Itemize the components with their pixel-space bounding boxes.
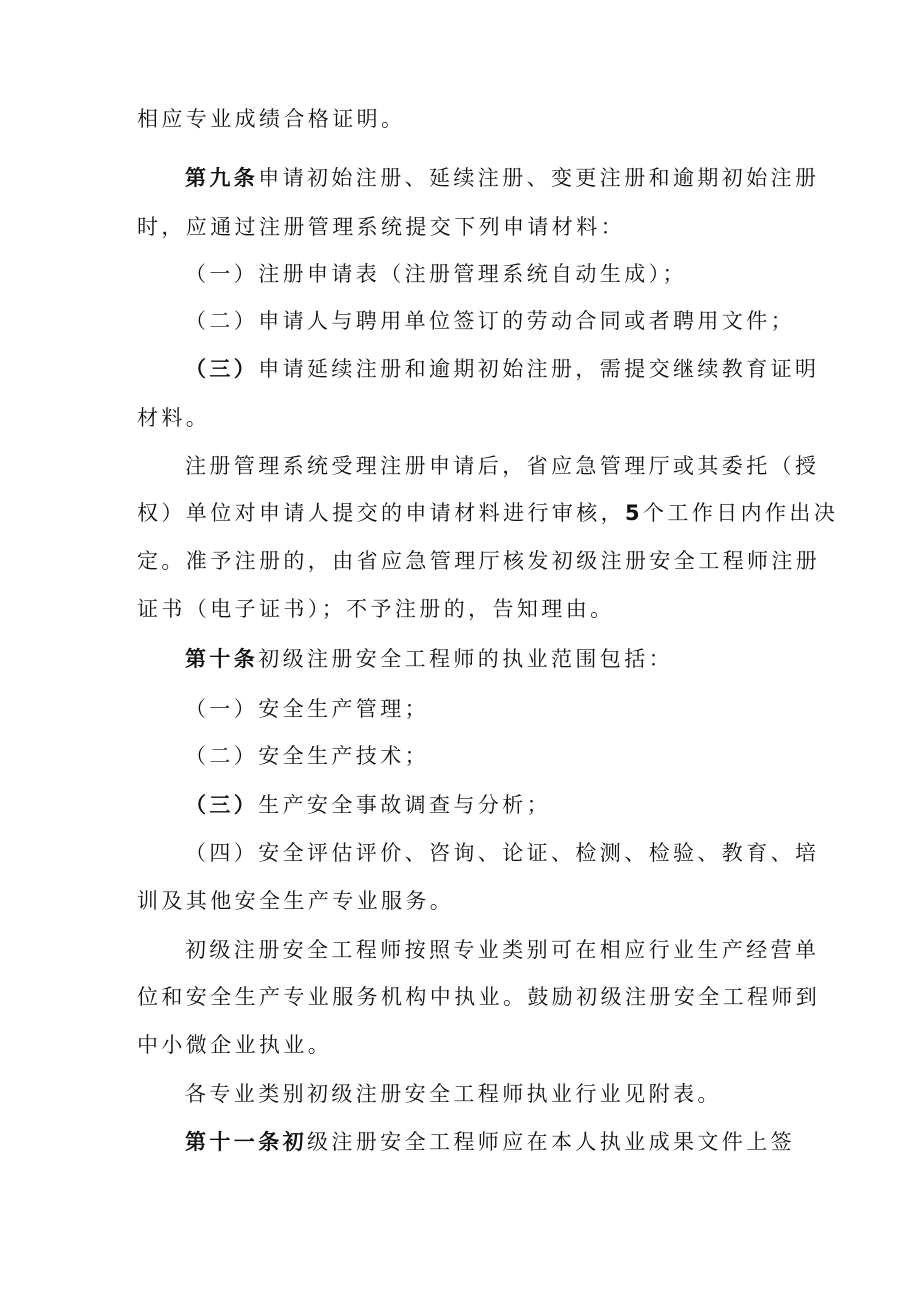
line-text: 申请延续注册和逾期初始注册，需提交继续教育证明 [258,357,820,381]
line-text: 材料。 [137,406,211,430]
list-item [0,259,920,289]
days-number: 5 [625,501,644,525]
line-text: 中小微企业执业。 [137,1033,333,1057]
text-line [0,451,920,481]
text-line [0,212,920,242]
text-line [0,594,920,624]
line-text: 证书（电子证书）；不予注册的，告知理由。 [137,597,615,621]
line-text: 各专业类别初级注册安全工程师执业行业见附表。 [185,1082,722,1106]
text-line [0,104,920,134]
line-text: 个工作日内作出决 [643,501,839,525]
line-text: 注册管理系统受理注册申请后，省应急管理厅或其委托（授 [185,454,820,478]
list-item [0,694,920,724]
article-10-heading: 第十条 [185,647,259,671]
article-9-line [0,163,920,193]
list-item [0,838,920,868]
article-11-heading: 第十一条初 [185,1130,307,1154]
list-item [0,790,920,820]
list-item [0,306,920,336]
line-text: 相应专业成绩合格证明。 [137,107,406,131]
line-text: （一）安全生产管理； [185,697,429,721]
line-text: （二）安全生产技术； [185,744,429,768]
text-line [0,498,920,528]
line-text: 生产安全事故调查与分析； [258,793,552,817]
line-text: 定。准予注册的，由省应急管理厅核发初级注册安全工程师注册 [137,549,821,573]
line-text: 训及其他安全生产专业服务。 [137,889,455,913]
article-9-heading: 第九条 [185,166,259,190]
list-item [0,354,920,384]
line-text: 初级注册安全工程师按照专业类别可在相应行业生产经营单 [185,938,820,962]
text-line [0,886,920,916]
text-line [0,1079,920,1109]
line-text: 级注册安全工程师应在本人执业成果文件上签 [307,1130,795,1154]
line-text: 初级注册安全工程师的执业范围包括： [258,647,674,671]
article-11-line [0,1127,920,1157]
line-text: （四）安全评估评价、咨询、论证、检测、检验、教育、培 [185,841,820,865]
line-text: 时，应通过注册管理系统提交下列申请材料： [137,215,625,239]
text-line [0,546,920,576]
line-text: （二）申请人与聘用单位签订的劳动合同或者聘用文件； [185,309,795,333]
text-line [0,982,920,1012]
article-10-line [0,644,920,674]
list-item [0,741,920,771]
text-line [0,1030,920,1060]
line-text: 位和安全生产专业服务机构中执业。鼓励初级注册安全工程师到 [137,985,821,1009]
line-text: （一）注册申请表（注册管理系统自动生成）； [185,262,687,286]
line-text: 申请初始注册、延续注册、变更注册和逾期初始注册 [258,166,820,190]
list-marker-3: （三） [185,793,259,817]
line-text: 权）单位对申请人提交的申请材料进行审核， [137,501,625,525]
list-marker-3: （三） [185,357,259,381]
text-line [0,935,920,965]
text-line [0,403,920,433]
